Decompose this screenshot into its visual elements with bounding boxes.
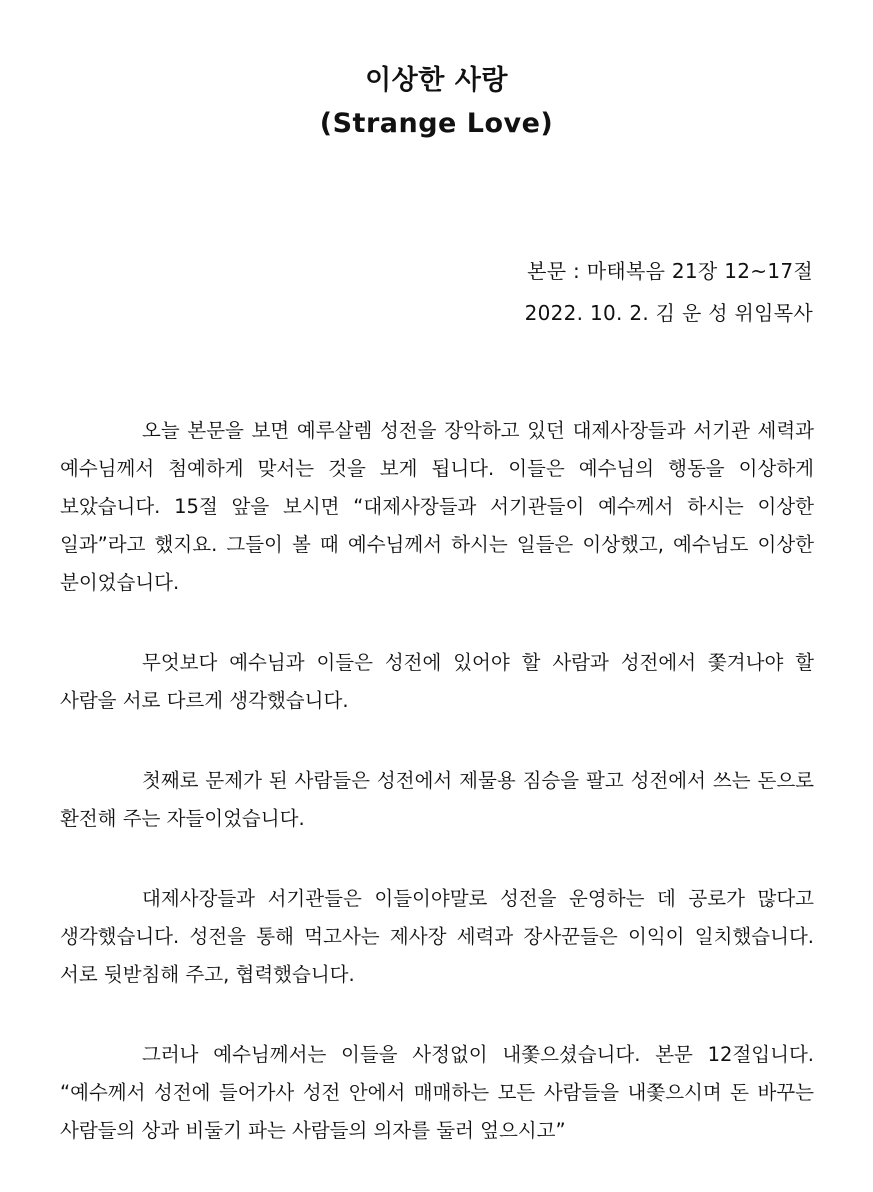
- sermon-title: 이상한 사랑: [365, 65, 508, 96]
- sermon-body: [60, 412, 814, 1192]
- paragraph: 첫째로 문제가 된 사람들은 성전에서 제물용 짐승을 팔고 성전에서 쓰는 돈으로 환전해 주는 자들이었습니다.: [60, 769, 814, 830]
- paragraph: 오늘 본문을 보면 예루살렘 성전을 장악하고 있던 대제사장들과 서기관 세력과 예수님께서 첨예하게 맞서는 것을 보게 됩니다. 이들은 예수님의 행동을 이상하게 보았습니다. 15절 앞을 보시면 “대제사장들과 서기관들이 예수께서 하시는 이상한 일과”라고 했지요. 그들이 볼 때 예수님께서 하시는 일들은 이상했고, 예수님도 이상한 분이었습니다.: [60, 419, 814, 594]
- paragraph: 그러나 예수님께서는 이들을 사정없이 내쫓으셨습니다. 본문 12절입니다. “예수께서 성전에 들어가사 성전 안에서 매매하는 모든 사람들을 내쫓으시며 돈 바꾸는 사람들의 상과 비둘기 파는 사람들의 의자를 둘러 엎으시고”: [60, 1043, 814, 1142]
- paragraph: 대제사장들과 서기관들은 이들이야말로 성전을 운영하는 데 공로가 많다고 생각했습니다. 성전을 통해 먹고사는 제사장 세력과 장사꾼들은 이익이 일치했습니다. 서로 뒷받침해 주고, 협력했습니다.: [60, 887, 814, 986]
- sermon-subtitle: (Strange Love): [319, 108, 554, 139]
- paragraph: 무엇보다 예수님과 이들은 성전에 있어야 할 사람과 성전에서 쫓겨나야 할 사람을 서로 다르게 생각했습니다.: [60, 651, 814, 712]
- date-author-line: 2022. 10. 2. 김 운 성 위임목사: [524, 301, 813, 325]
- scripture-reference: 본문 : 마태복음 21장 12~17절: [527, 259, 813, 283]
